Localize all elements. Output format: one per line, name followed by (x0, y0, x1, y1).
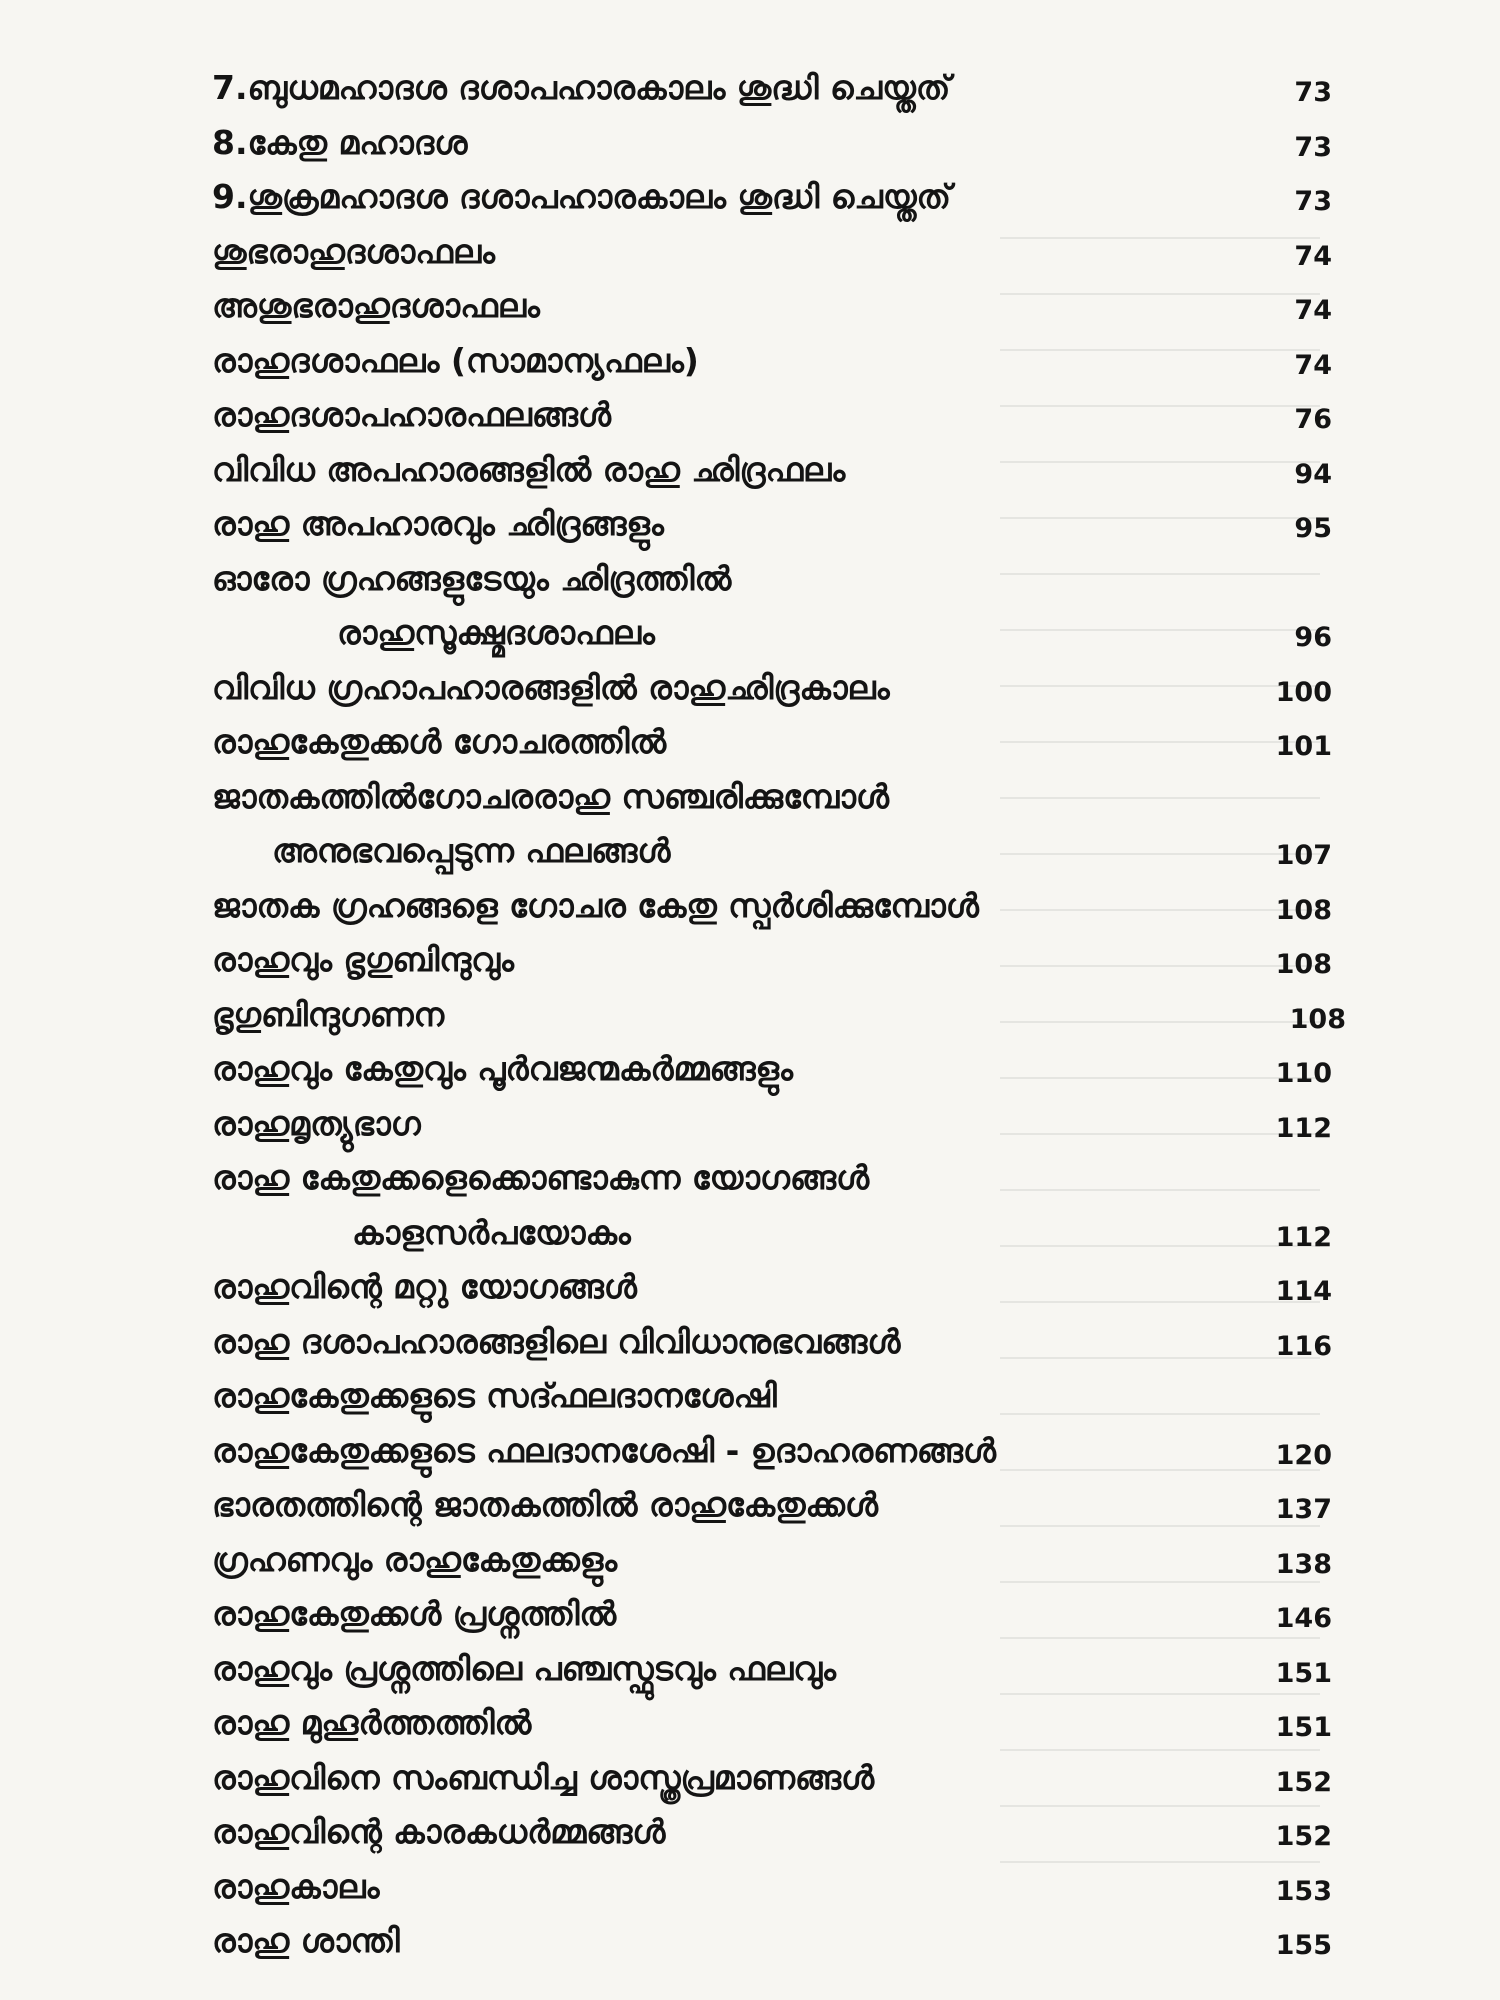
toc-entry-page: 112 (1275, 1221, 1332, 1253)
toc-entry-page: 101 (1275, 731, 1332, 762)
toc-entry-page: 73 (1294, 77, 1332, 108)
toc-entry-title: രാഹുവും ഭൃഗുബിന്ദുവും (212, 940, 514, 979)
toc-entry-page: 96 (1294, 622, 1332, 653)
toc-row (212, 498, 1332, 553)
toc-entry-title: രാഹുവിന്റെ കാരകധർമ്മങ്ങൾ (212, 1812, 666, 1851)
toc-row (212, 280, 1332, 335)
toc-entry-title: ഭൃഗുബിന്ദുഗണന (212, 994, 445, 1034)
toc-entry-page: 108 (1275, 894, 1332, 926)
toc-entry-title: രാഹുസൂക്ഷ്മദശാഫലം (337, 613, 655, 652)
toc-entry-title: രാഹുദശാഫലം (സാമാന്യഫലം) (212, 340, 699, 380)
toc-entry-page: 74 (1294, 349, 1332, 381)
toc-row (212, 1479, 1332, 1534)
toc-entry-title: 8.കേതു മഹാദശ (212, 122, 468, 162)
toc-entry-page: 151 (1275, 1712, 1332, 1743)
toc-entry-page: 95 (1294, 513, 1332, 544)
toc-row (212, 1861, 1332, 1916)
toc-row (212, 335, 1332, 390)
toc-row (212, 1915, 1332, 1970)
toc-entry-title: രാഹുകേതുക്കൾ പ്രശ്നത്തിൽ (212, 1594, 617, 1633)
toc-row (212, 389, 1332, 444)
toc-row (212, 171, 1332, 226)
toc-entry-title: ഭാരതത്തിന്റെ ജാതകത്തിൽ രാഹുകേതുക്കൾ (212, 1485, 879, 1524)
toc-entry-title: ജാതക ഗ്രഹങ്ങളെ ഗോചര കേതു സ്പർശിക്കുമ്പോൾ (212, 885, 979, 925)
toc-entry-title: രാഹുകേതുക്കളുടെ സദ്ഫലദാനശേഷി (212, 1376, 777, 1415)
toc-row (212, 1261, 1332, 1316)
toc-entry-page: 74 (1294, 240, 1332, 272)
toc-row (212, 1425, 1332, 1480)
toc-entry-title: അശുഭരാഹുദശാഫലം (212, 286, 540, 325)
toc-row (212, 989, 1346, 1044)
toc-entry-page: 108 (1275, 949, 1332, 980)
toc-row (212, 1043, 1332, 1098)
toc-entry-title: രാഹു അപഹാരവും ഛിദ്രങ്ങളും (212, 504, 664, 543)
toc-row (212, 1697, 1332, 1752)
toc-entry-page: 120 (1275, 1439, 1332, 1471)
toc-row (212, 553, 1332, 608)
toc-row (212, 444, 1332, 499)
toc-row (212, 1752, 1332, 1807)
toc-entry-page: 153 (1275, 1875, 1332, 1907)
toc-entry-title: രാഹുവിനെ സംബന്ധിച്ച ശാസ്ത്രപ്രമാണങ്ങൾ (212, 1757, 875, 1797)
toc-entry-title: രാഹു ശാന്തി (212, 1921, 400, 1960)
toc-entry-page: 155 (1275, 1930, 1332, 1961)
toc-entry-title: കാളസർപയോകം (352, 1212, 631, 1252)
toc-row (212, 117, 1332, 172)
toc-row (212, 1643, 1332, 1698)
toc-row (212, 1152, 1332, 1207)
toc-entry-title: രാഹുകേതുക്കളുടെ ഫലദാനശേഷി - ഉദാഹരണങ്ങൾ (212, 1430, 997, 1470)
toc-entry-title: രാഹുകാലം (212, 1866, 380, 1906)
toc-entry-title: ഗ്രഹണവും രാഹുകേതുക്കളും (212, 1539, 618, 1579)
toc-entry-title: വിവിധ ഗ്രഹാപഹാരങ്ങളിൽ രാഹുഛിദ്രകാലം (212, 667, 890, 707)
toc-row (212, 62, 1332, 117)
toc-row (212, 1207, 1332, 1262)
toc-entry-page: 73 (1294, 131, 1332, 163)
toc-entry-page: 108 (1289, 1003, 1346, 1035)
toc-row (212, 825, 1332, 880)
toc-entry-page: 138 (1275, 1548, 1332, 1580)
toc-entry-page: 76 (1294, 404, 1332, 435)
toc-entry-page: 152 (1275, 1821, 1332, 1852)
toc-entry-page: 146 (1275, 1603, 1332, 1634)
toc-entry-title: രാഹുവും പ്രശ്നത്തിലെ പഞ്ചസ്ഫുടവും ഫലവും (212, 1648, 837, 1688)
toc-entry-page: 73 (1294, 186, 1332, 217)
toc-entry-title: 7.ബുധമഹാദശ ദശാപഹാരകാലം ശുദ്ധി ചെയ്തത് (212, 68, 951, 107)
toc-row (212, 1370, 1332, 1425)
toc-entry-page: 107 (1275, 840, 1332, 871)
toc-entry-title: രാഹുമൃത്യുഭാഗ (212, 1103, 421, 1143)
toc-entry-title: രാഹുകേതുക്കൾ ഗോചരത്തിൽ (212, 722, 667, 761)
toc-entry-title: ശുഭരാഹുദശാഫലം (212, 231, 496, 271)
toc-row (212, 880, 1332, 935)
toc-entry-title: വിവിധ അപഹാരങ്ങളിൽ രാഹു ഛിദ്രഫലം (212, 449, 846, 489)
toc-entry-title: ജാതകത്തിൽഗോചരരാഹു സഞ്ചരിക്കുമ്പോൾ (212, 776, 890, 816)
toc-row (212, 226, 1332, 281)
toc-entry-title: രാഹു ദശാപഹാരങ്ങളിലെ വിവിധാനുഭവങ്ങൾ (212, 1321, 901, 1361)
toc-row (212, 934, 1332, 989)
toc-row (212, 1806, 1332, 1861)
toc-entry-page: 94 (1294, 458, 1332, 490)
toc-entry-page: 114 (1275, 1276, 1332, 1307)
table-of-contents (212, 62, 1346, 1970)
toc-entry-title: ഓരോ ഗ്രഹങ്ങളുടേയും ഛിദ്രത്തിൽ (212, 558, 732, 598)
toc-entry-page: 151 (1275, 1657, 1332, 1689)
toc-row (212, 1534, 1332, 1589)
toc-entry-title: 9.ശുക്രമഹാദശ ദശാപഹാരകാലം ശുദ്ധി ചെയ്തത് (212, 177, 952, 216)
toc-entry-page: 137 (1275, 1494, 1332, 1525)
toc-entry-title: രാഹുദശാപഹാരഫലങ്ങൾ (212, 395, 612, 434)
toc-row (212, 716, 1332, 771)
toc-entry-page: 112 (1275, 1112, 1332, 1144)
toc-entry-page: 116 (1275, 1330, 1332, 1362)
toc-entry-title: രാഹു മുഹൂർത്തത്തിൽ (212, 1703, 532, 1742)
toc-row (212, 662, 1332, 717)
toc-row (212, 771, 1332, 826)
toc-row (212, 607, 1332, 662)
toc-entry-title: അനുഭവപ്പെടുന്ന ഫലങ്ങൾ (272, 831, 671, 870)
toc-entry-page: 100 (1275, 676, 1332, 708)
toc-row (212, 1316, 1332, 1371)
toc-entry-page: 74 (1294, 295, 1332, 326)
toc-entry-title: രാഹു കേതുക്കളെക്കൊണ്ടാകുന്ന യോഗങ്ങൾ (212, 1158, 870, 1197)
toc-entry-title: രാഹുവിന്റെ മറ്റു യോഗങ്ങൾ (212, 1267, 637, 1306)
toc-entry-page: 110 (1275, 1058, 1332, 1089)
toc-row (212, 1588, 1332, 1643)
toc-entry-title: രാഹുവും കേതുവും പൂർവജന്മകർമ്മങ്ങളും (212, 1049, 793, 1088)
toc-row (212, 1098, 1332, 1153)
toc-entry-page: 152 (1275, 1766, 1332, 1798)
